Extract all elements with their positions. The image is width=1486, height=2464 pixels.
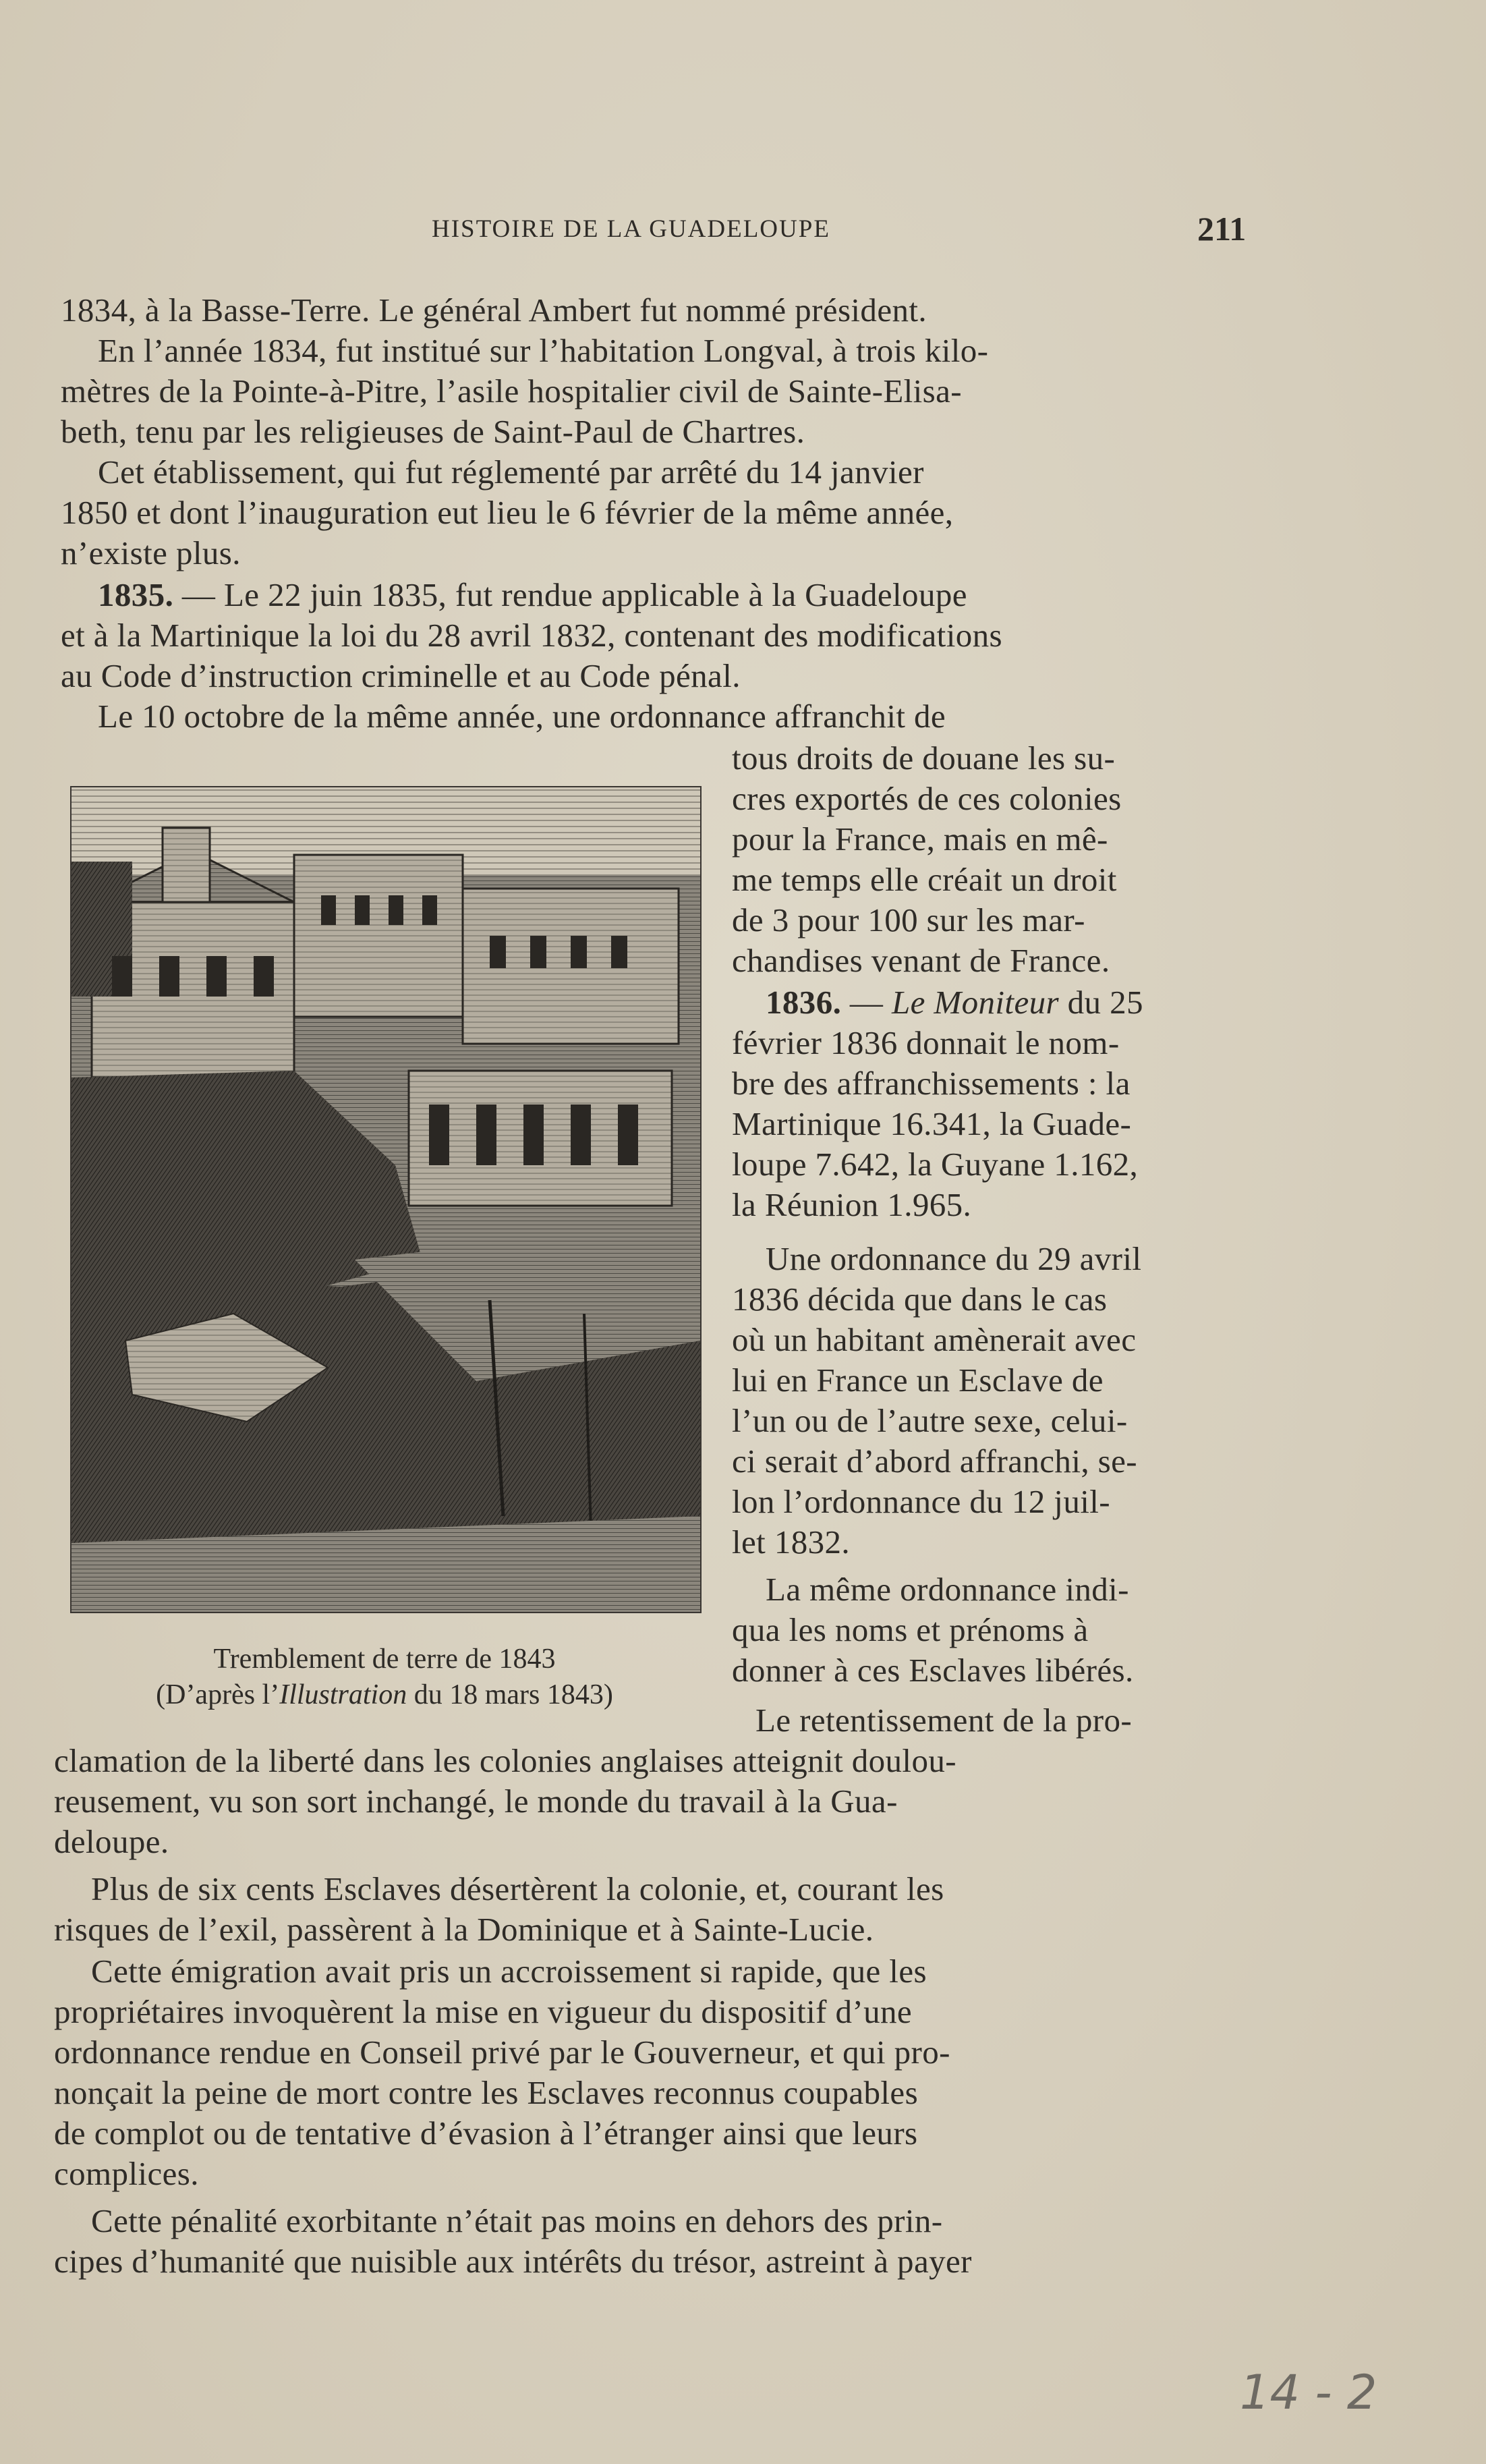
text-line: 1836 décida que dans le cas <box>732 1281 1108 1318</box>
text-line: bre des affranchissements : la <box>732 1065 1131 1102</box>
text-line: La même ordonnance indi- <box>766 1571 1129 1608</box>
text-line: Martinique 16.341, la Guade- <box>732 1105 1132 1142</box>
text-line: mètres de la Pointe-à-Pitre, l’asile hospitalier civil de Sainte-Elisa- <box>61 372 963 410</box>
text-line: pour la France, mais en mê- <box>732 820 1108 858</box>
text-line: cres exportés de ces colonies <box>732 780 1122 817</box>
illustration-caption-line1: Tremblement de terre de 1843 <box>213 1644 556 1675</box>
year-1835: 1835. <box>98 576 174 613</box>
text-line: complices. <box>54 2155 199 2192</box>
text-line: la Réunion 1.965. <box>732 1186 972 1223</box>
running-title: HISTOIRE DE LA GUADELOUPE <box>432 215 830 243</box>
text-line: let 1832. <box>732 1523 851 1561</box>
text-line: donner à ces Esclaves libérés. <box>732 1652 1134 1689</box>
text-line: clamation de la liberté dans les colonies anglaises atteignit doulou- <box>54 1742 956 1779</box>
text-line: lui en France un Esclave de <box>732 1362 1104 1399</box>
text-line: février 1836 donnait le nom- <box>732 1024 1120 1061</box>
earthquake-illustration <box>70 786 702 1613</box>
text-line: qua les noms et prénoms à <box>732 1611 1089 1648</box>
text-line: Cet établissement, qui fut réglementé par arrêté du 14 janvier <box>98 453 924 491</box>
dash: — <box>841 984 892 1021</box>
page-header <box>0 210 1486 255</box>
text-line: l’un ou de l’autre sexe, celui- <box>732 1402 1128 1439</box>
journal-title: Le Moniteur <box>891 984 1059 1021</box>
text-line: En l’année 1834, fut institué sur l’habitation Longval, à trois kilo- <box>98 332 989 369</box>
text-line: me temps elle créait un droit <box>732 861 1117 898</box>
paragraph-1835-line <box>98 575 967 615</box>
text-line: Plus de six cents Esclaves désertèrent la colonie, et, courant les <box>91 1870 944 1907</box>
text-line: Cette pénalité exorbitante n’était pas moins en dehors des prin- <box>91 2202 943 2239</box>
page-number: 211 <box>1197 210 1247 248</box>
text-line: 1850 et dont l’inauguration eut lieu le 6 février de la même année, <box>61 494 954 531</box>
handwritten-note: 14 - 2 <box>1240 2365 1377 2420</box>
text-line: chandises venant de France. <box>732 942 1110 979</box>
paragraph-1835-text: — Le 22 juin 1835, fut rendue applicable à la Guadeloupe <box>173 576 967 613</box>
text-line: risques de l’exil, passèrent à la Dominique et à Sainte-Lucie. <box>54 1911 874 1948</box>
text-line: de complot ou de tentative d’évasion à l’étranger ainsi que leurs <box>54 2115 918 2152</box>
text-line: beth, tenu par les religieuses de Saint-Paul de Chartres. <box>61 413 805 450</box>
paragraph-1836-text: du 25 <box>1058 984 1143 1021</box>
text-line: 1834, à la Basse-Terre. Le général Ambert fut nommé président. <box>61 291 927 329</box>
illustration-caption-line2 <box>61 1677 708 1712</box>
text-line: loupe 7.642, la Guyane 1.162, <box>732 1146 1139 1183</box>
text-line: ordonnance rendue en Conseil privé par le Gouverneur, et qui pro- <box>54 2034 950 2071</box>
year-1836: 1836. <box>766 984 842 1021</box>
text-line: deloupe. <box>54 1823 169 1860</box>
text-line: au Code d’instruction criminelle et au Code pénal. <box>61 657 741 694</box>
text-line: Le 10 octobre de la même année, une ordonnance affranchit de <box>98 698 946 735</box>
caption-journal: Illustration <box>279 1679 407 1710</box>
text-line: tous droits de douane les su- <box>732 739 1116 777</box>
text-line: où un habitant amènerait avec <box>732 1321 1137 1358</box>
text-line: ci serait d’abord affranchi, se- <box>732 1443 1137 1480</box>
caption-text: (D’après l’ <box>156 1679 280 1710</box>
paragraph-1836-line <box>766 982 1143 1023</box>
text-line: propriétaires invoquèrent la mise en vigueur du dispositif d’une <box>54 1993 913 2030</box>
text-line: de 3 pour 100 sur les mar- <box>732 901 1085 939</box>
text-line: Cette émigration avait pris un accroissement si rapide, que les <box>91 1953 927 1990</box>
engraving-image <box>72 787 700 1612</box>
caption-date: du 18 mars 1843) <box>407 1679 613 1710</box>
text-line: lon l’ordonnance du 12 juil- <box>732 1483 1110 1520</box>
text-line: nonçait la peine de mort contre les Esclaves reconnus coupables <box>54 2074 919 2111</box>
text-line: Le retentissement de la pro- <box>755 1702 1133 1739</box>
text-line: reusement, vu son sort inchangé, le monde du travail à la Gua- <box>54 1783 898 1820</box>
text-line: Une ordonnance du 29 avril <box>766 1240 1142 1277</box>
text-line: n’existe plus. <box>61 534 241 571</box>
text-line: cipes d’humanité que nuisible aux intérêts du trésor, astreint à payer <box>54 2243 972 2280</box>
text-line: et à la Martinique la loi du 28 avril 1832, contenant des modifications <box>61 617 1002 654</box>
